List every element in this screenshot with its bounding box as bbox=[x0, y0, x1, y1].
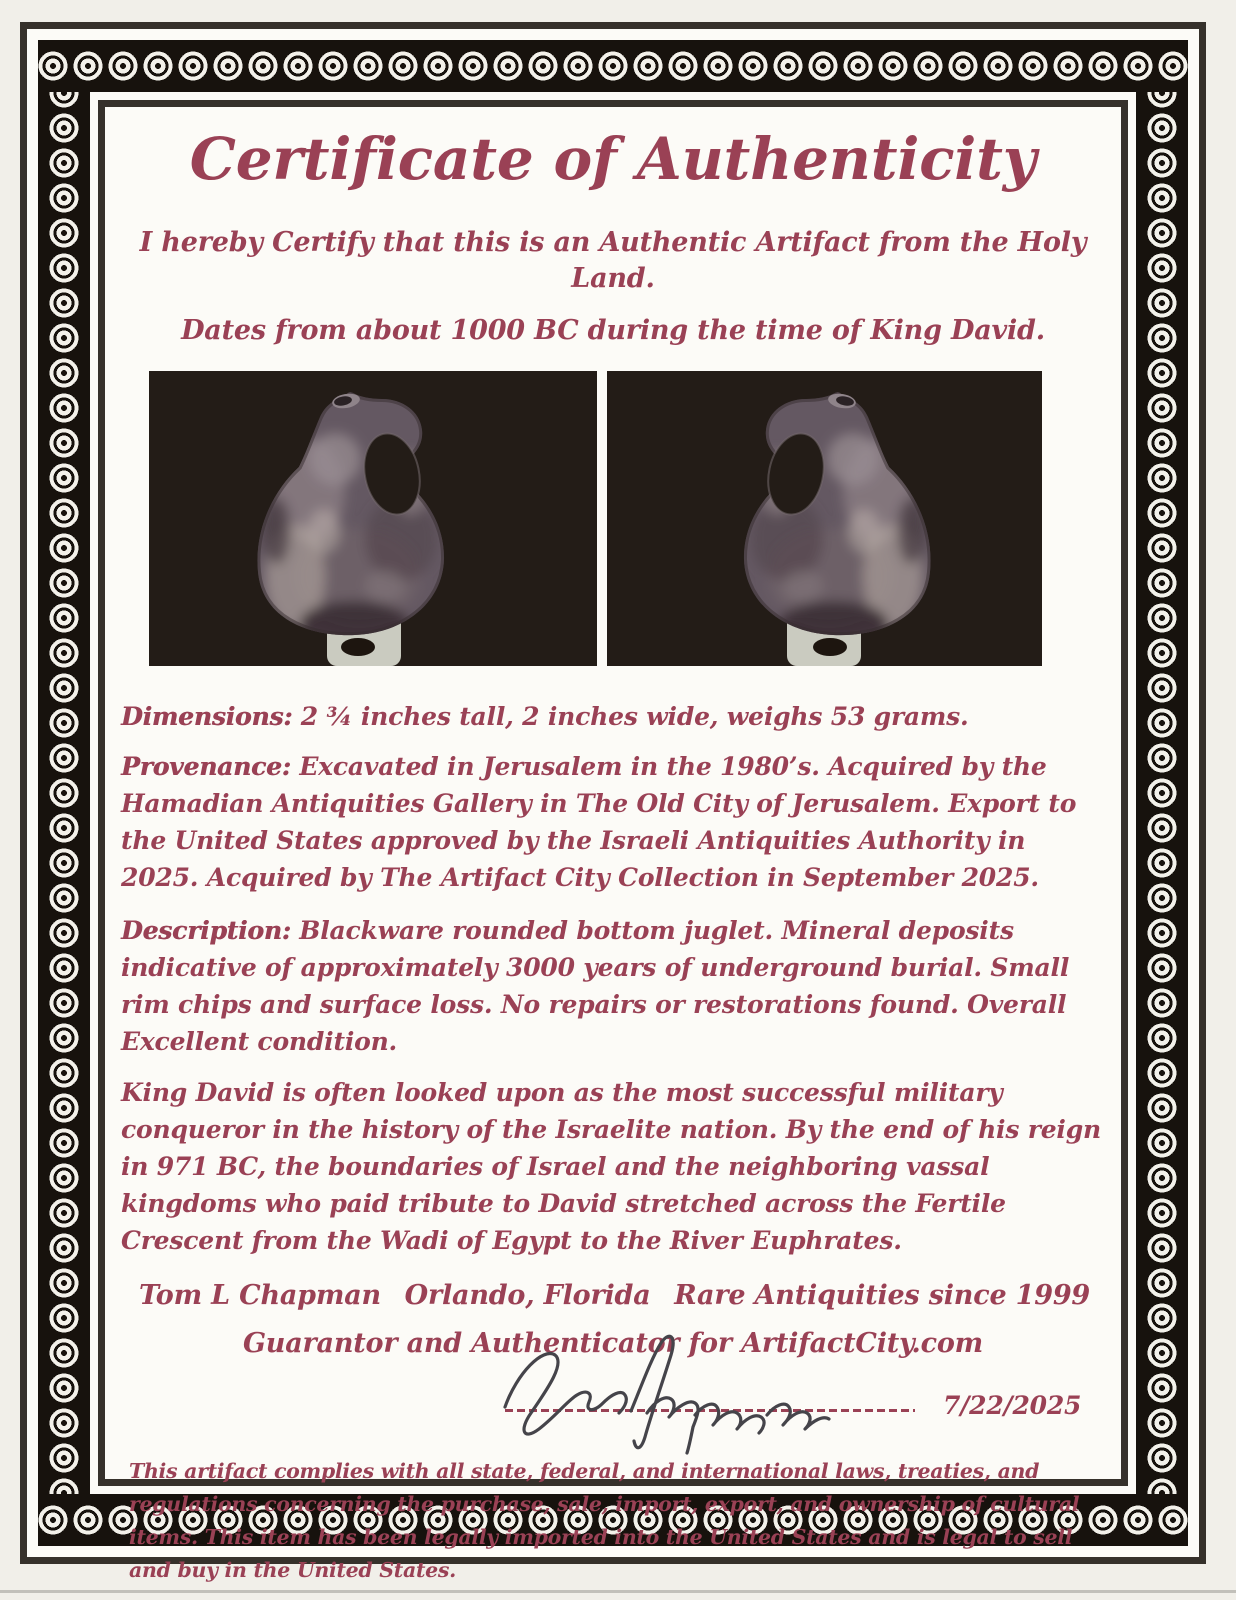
provenance-paragraph bbox=[105, 748, 1121, 896]
certificate-content bbox=[105, 107, 1121, 1582]
provenance-label: Provenance: bbox=[121, 752, 291, 781]
description-label: Description: bbox=[121, 916, 291, 945]
signature-date: 7/22/2025 bbox=[943, 1391, 1082, 1420]
dimensions-label: Dimensions: bbox=[121, 702, 293, 731]
description-text: Blackware rounded bottom juglet. Mineral deposits indicative of approximately 3000 years of underground burial. Small rim chips and surface loss. No repairs or restorations found. Overall Excellent condition. bbox=[121, 916, 1070, 1056]
authenticator-location: Orlando, Florida bbox=[404, 1280, 651, 1311]
ring-ornament-border-right bbox=[1136, 92, 1188, 1494]
attribution-row bbox=[105, 1279, 1121, 1313]
ring-ornament-border-top bbox=[38, 40, 1188, 92]
signature-scribble bbox=[491, 1329, 911, 1455]
certify-statement: I hereby Certify that this is an Authentic Artifact from the Holy Land. bbox=[139, 227, 1087, 294]
signature-block bbox=[105, 1365, 1121, 1449]
scan-paper-edge bbox=[0, 1590, 1236, 1593]
provenance-text: Excavated in Jerusalem in the 1980’s. Acquired by the Hamadian Antiquities Gallery in The Old City of Jerusalem. Export to the United States approved by the Israeli Antiquities Authority in 2025. Acquired by The Artifact City Collection in September 2025. bbox=[121, 752, 1077, 892]
authenticator-name: Tom L Chapman bbox=[139, 1280, 381, 1311]
certificate-title: Certificate of Authenticity bbox=[189, 125, 1037, 193]
description-paragraph bbox=[105, 912, 1121, 1060]
authenticator-tagline: Rare Antiquities since 1999 bbox=[674, 1280, 1090, 1311]
dimensions-line bbox=[105, 698, 1121, 736]
artifact-photos bbox=[149, 371, 1042, 666]
guarantor-line: Guarantor and Authenticator for ArtifactCity.com bbox=[242, 1328, 984, 1359]
king-david-paragraph: King David is often looked upon as the most successful military conqueror in the history of the Israelite nation. By the end of his reign in 971 BC, the boundaries of Israel and the neighboring vassal kingdoms who paid tribute to David stretched across the Fertile Crescent from the Wadi of Egypt to the River Euphrates. bbox=[121, 1078, 1101, 1255]
ring-ornament-border-left bbox=[38, 92, 90, 1494]
dating-statement: Dates from about 1000 BC during the time of King David. bbox=[181, 315, 1045, 346]
legal-compliance-text: This artifact complies with all state, federal, and international laws, treaties, and regulations concerning the purchase, sale, import, export, and ownership of cultural items. This item has been legally imported into the United States and is legal to sell and buy in the United States. bbox=[129, 1459, 1080, 1582]
juglet-photos-illustration bbox=[149, 371, 1042, 666]
dimensions-text: 2 ¾ inches tall, 2 inches wide, weighs 53 grams. bbox=[300, 702, 969, 731]
